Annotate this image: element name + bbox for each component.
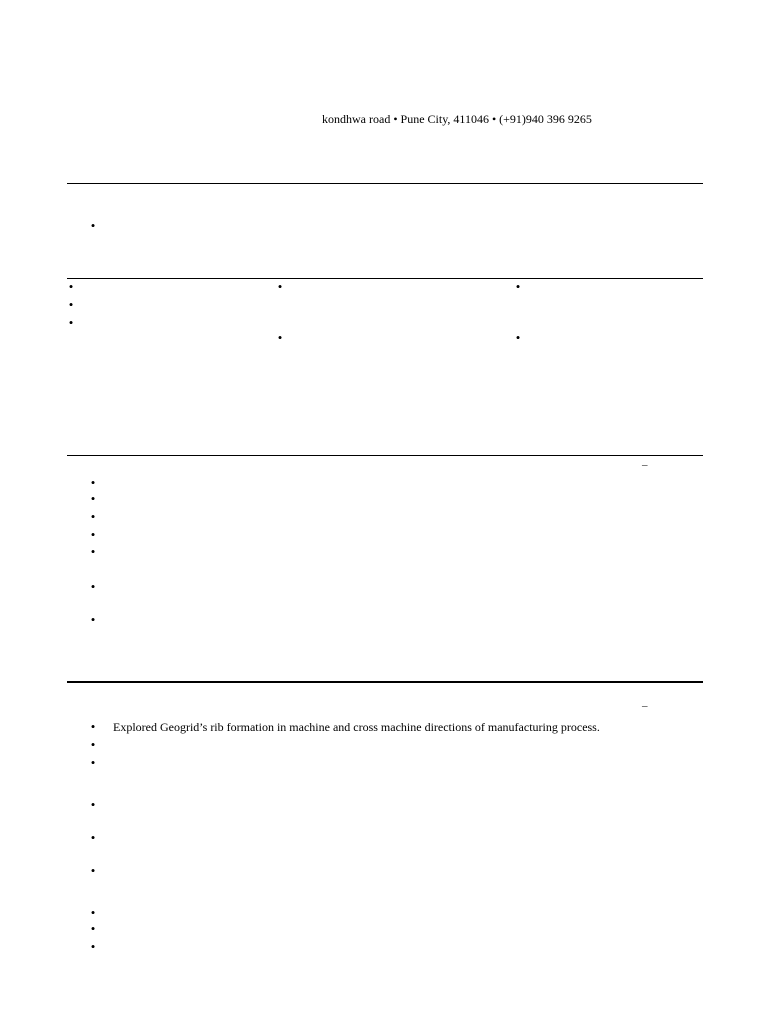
list-bullet: •: [90, 612, 96, 627]
section-divider: [67, 183, 703, 184]
date-range-dash: –: [642, 700, 648, 712]
contact-line: kondhwa road • Pune City, 411046 • (+91)940 396 9265: [322, 112, 592, 126]
date-range-dash: –: [642, 459, 648, 471]
list-bullet: •: [90, 527, 96, 542]
list-bullet: •: [90, 218, 96, 233]
section-divider: [67, 278, 703, 279]
list-bullet: •: [90, 863, 96, 878]
section-divider: [67, 455, 703, 456]
list-bullet: •: [90, 719, 96, 734]
section-divider: [67, 681, 703, 683]
list-bullet: •: [515, 279, 521, 294]
list-bullet: •: [90, 755, 96, 770]
list-bullet: •: [90, 544, 96, 559]
list-bullet: •: [515, 330, 521, 345]
list-bullet: •: [90, 579, 96, 594]
list-bullet: •: [90, 737, 96, 752]
list-bullet: •: [90, 491, 96, 506]
list-bullet: •: [68, 279, 74, 294]
list-bullet: •: [90, 939, 96, 954]
list-bullet: •: [277, 330, 283, 345]
list-bullet: •: [90, 509, 96, 524]
list-bullet: •: [68, 297, 74, 312]
experience-bullet-text: Explored Geogrid’s rib formation in machine and cross machine directions of manufacturing process.: [113, 720, 600, 734]
list-bullet: •: [90, 905, 96, 920]
list-bullet: •: [90, 830, 96, 845]
list-bullet: •: [90, 921, 96, 936]
list-bullet: •: [90, 475, 96, 490]
list-bullet: •: [68, 315, 74, 330]
list-bullet: •: [277, 279, 283, 294]
list-bullet: •: [90, 797, 96, 812]
